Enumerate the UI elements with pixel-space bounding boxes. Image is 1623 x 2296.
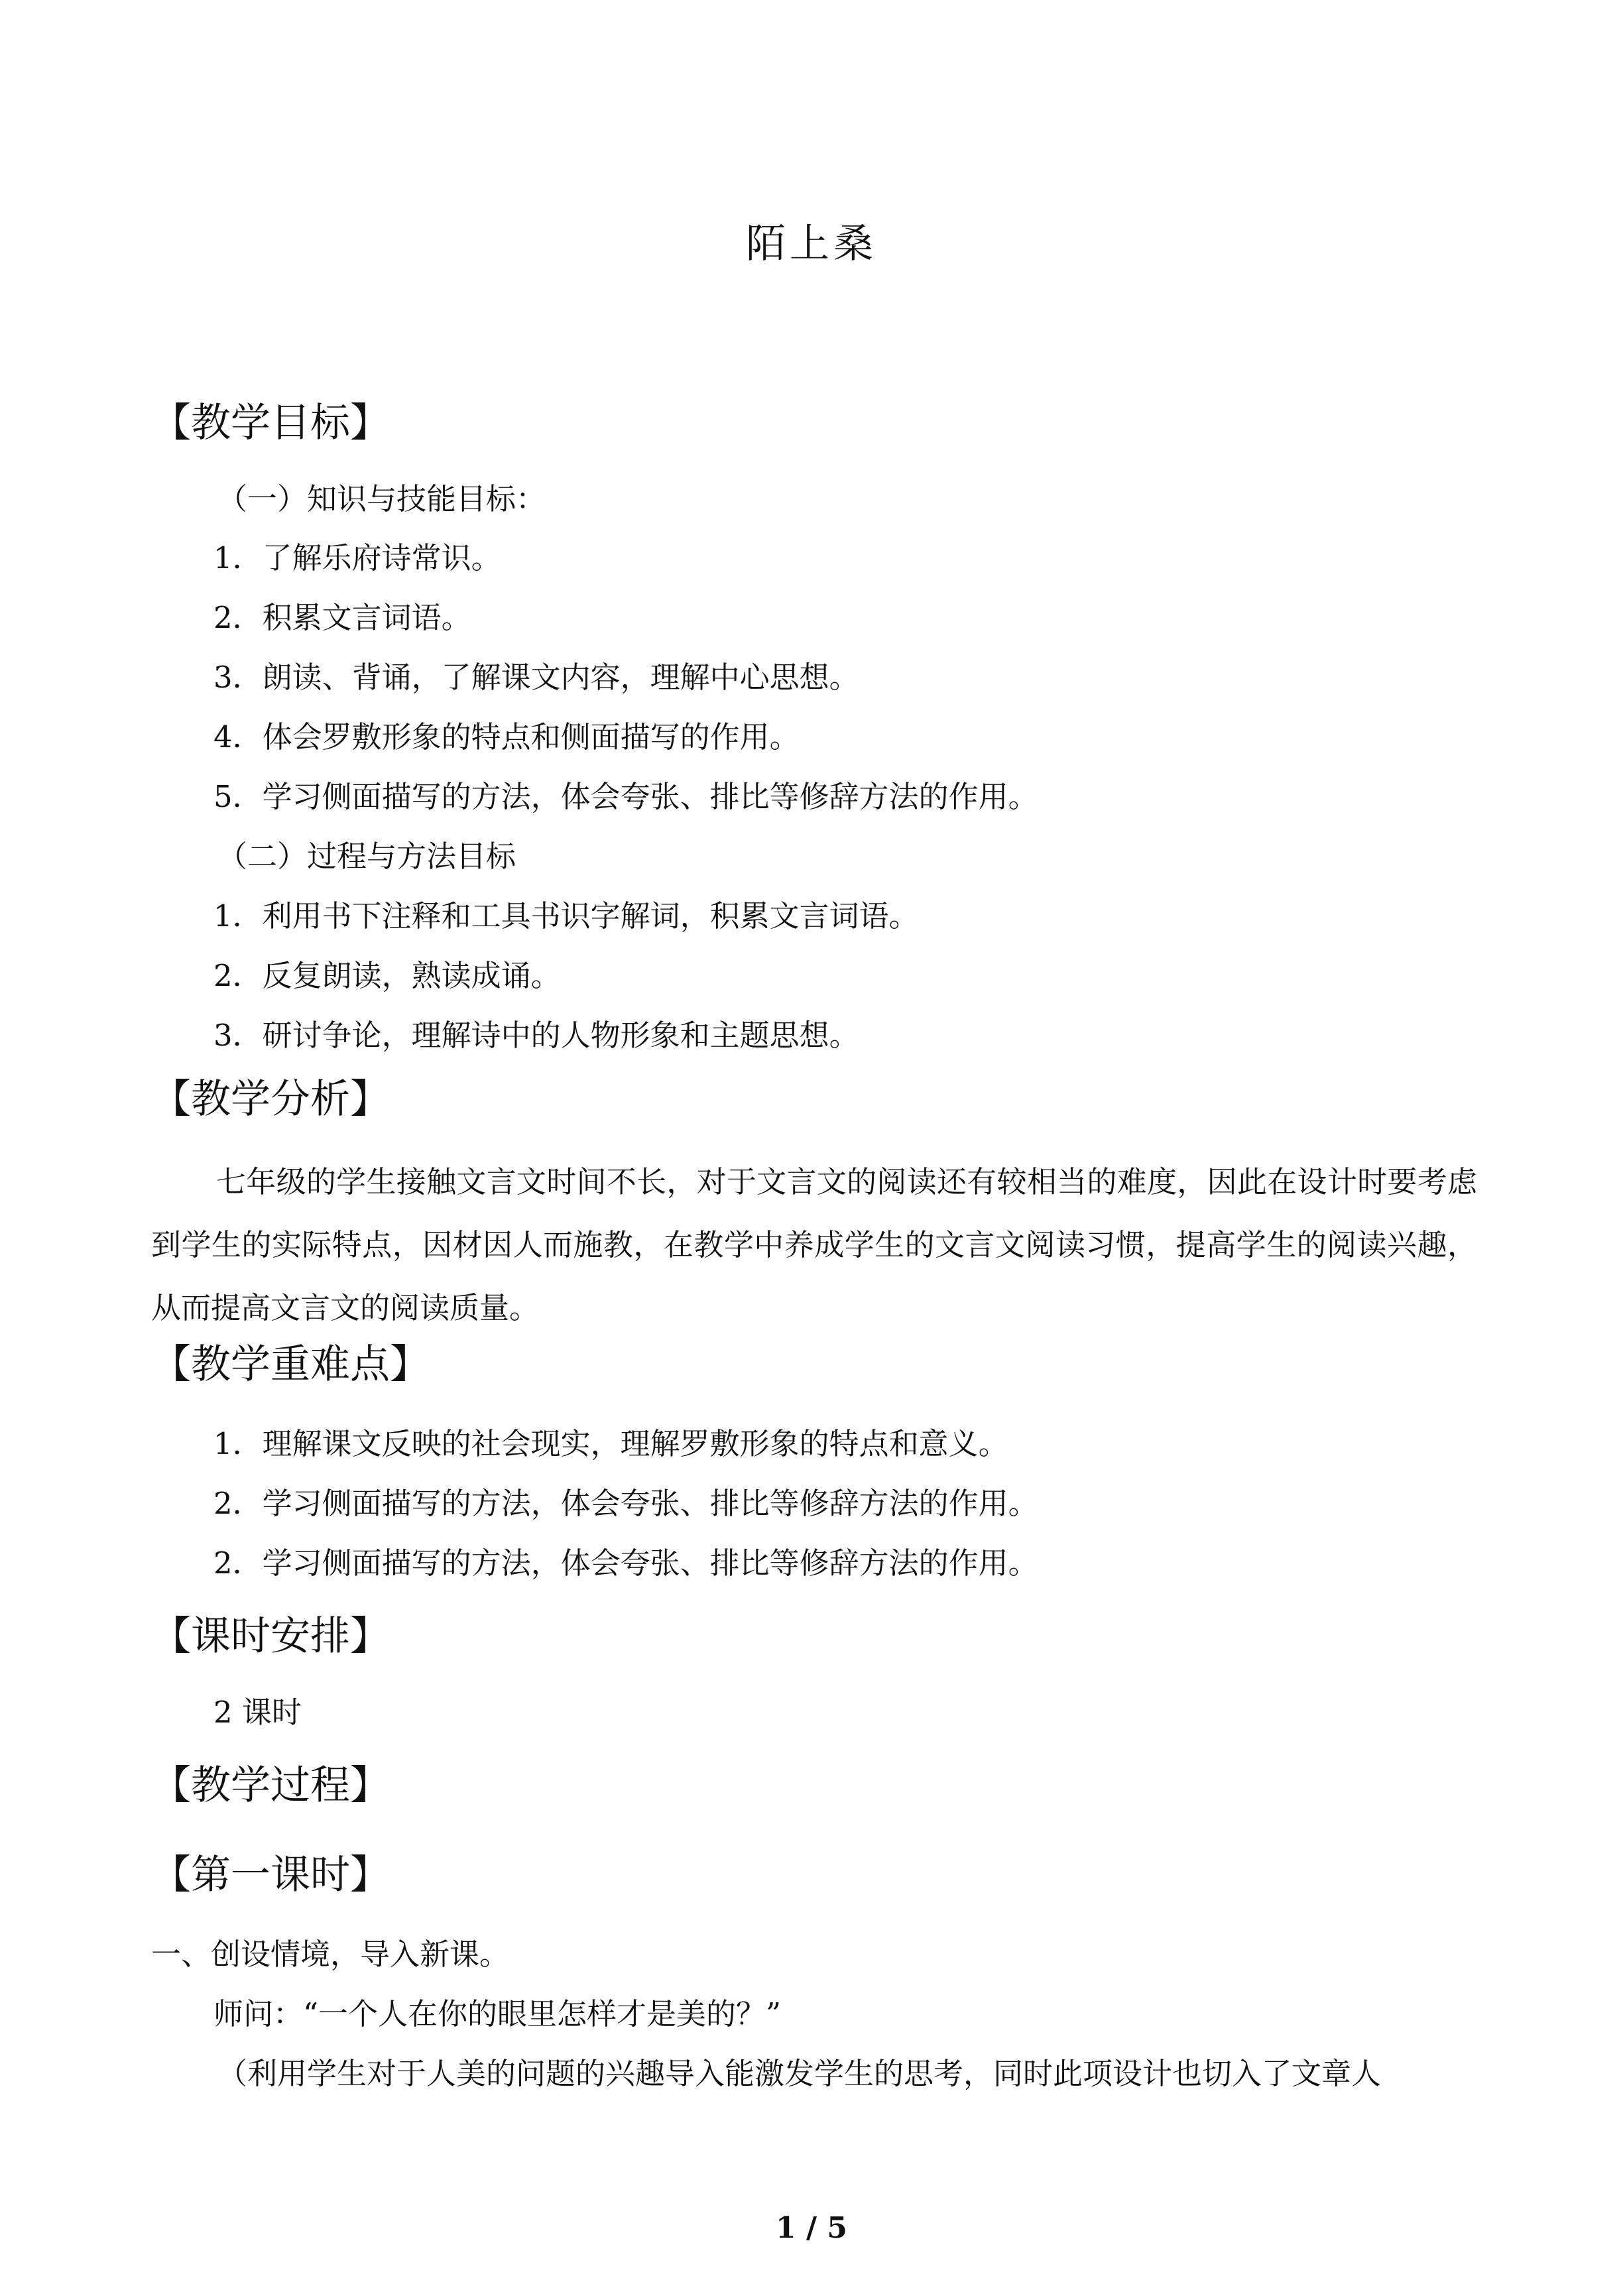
list-item: 2．学习侧面描写的方法，体会夸张、排比等修辞方法的作用。 xyxy=(213,1545,1038,1581)
list-item: 1．了解乐府诗常识。 xyxy=(213,540,501,575)
subheading-knowledge-skills: （一）知识与技能目标： xyxy=(217,481,546,516)
list-item: 1．利用书下注释和工具书识字解词，积累文言词语。 xyxy=(213,898,919,934)
list-item: 4．体会罗敷形象的特点和侧面描写的作用。 xyxy=(213,719,800,755)
list-item: 3．研讨争论，理解诗中的人物形象和主题思想。 xyxy=(213,1018,859,1053)
section-heading-process: 【教学过程】 xyxy=(151,1762,390,1809)
section-heading-objectives: 【教学目标】 xyxy=(151,400,390,446)
list-item: 5．学习侧面描写的方法，体会夸张、排比等修辞方法的作用。 xyxy=(213,779,1038,814)
design-note: （利用学生对于人美的问题的兴趣导入能激发学生的思考，同时此项设计也切入了文章人 xyxy=(217,2056,1382,2091)
list-item: 1．理解课文反映的社会现实，理解罗敷形象的特点和意义。 xyxy=(213,1426,1008,1461)
list-item: 2．学习侧面描写的方法，体会夸张、排比等修辞方法的作用。 xyxy=(213,1486,1038,1521)
section-heading-schedule: 【课时安排】 xyxy=(151,1613,390,1660)
document-title: 陌上桑 xyxy=(746,221,877,267)
step-heading: 一、创设情境，导入新课。 xyxy=(151,1937,510,1972)
teacher-question: 师问：“一个人在你的眼里怎样才是美的？” xyxy=(213,1996,782,2031)
list-item: 3．朗读、背诵，了解课文内容，理解中心思想。 xyxy=(213,660,859,695)
schedule-value: 2 课时 xyxy=(213,1695,302,1730)
list-item: 2．反复朗读，熟读成诵。 xyxy=(213,958,561,993)
analysis-paragraph: 七年级的学生接触文言文时间不长，对于文言文的阅读还有较相当的难度，因此在设计时要考虑到学生的实际特点，因材因人而施教，在教学中养成学生的文言文阅读习惯，提高学生的阅读兴趣，从而提高文言文的阅读质量。 xyxy=(151,1164,1477,1325)
list-item: 2．积累文言词语。 xyxy=(213,600,471,635)
subheading-process-methods: （二）过程与方法目标 xyxy=(217,839,516,874)
page-indicator: 1 / 5 xyxy=(776,2211,847,2245)
section-heading-analysis: 【教学分析】 xyxy=(151,1076,390,1122)
section-heading-lesson-one: 【第一课时】 xyxy=(151,1852,390,1898)
section-heading-key-points: 【教学重难点】 xyxy=(151,1341,430,1388)
